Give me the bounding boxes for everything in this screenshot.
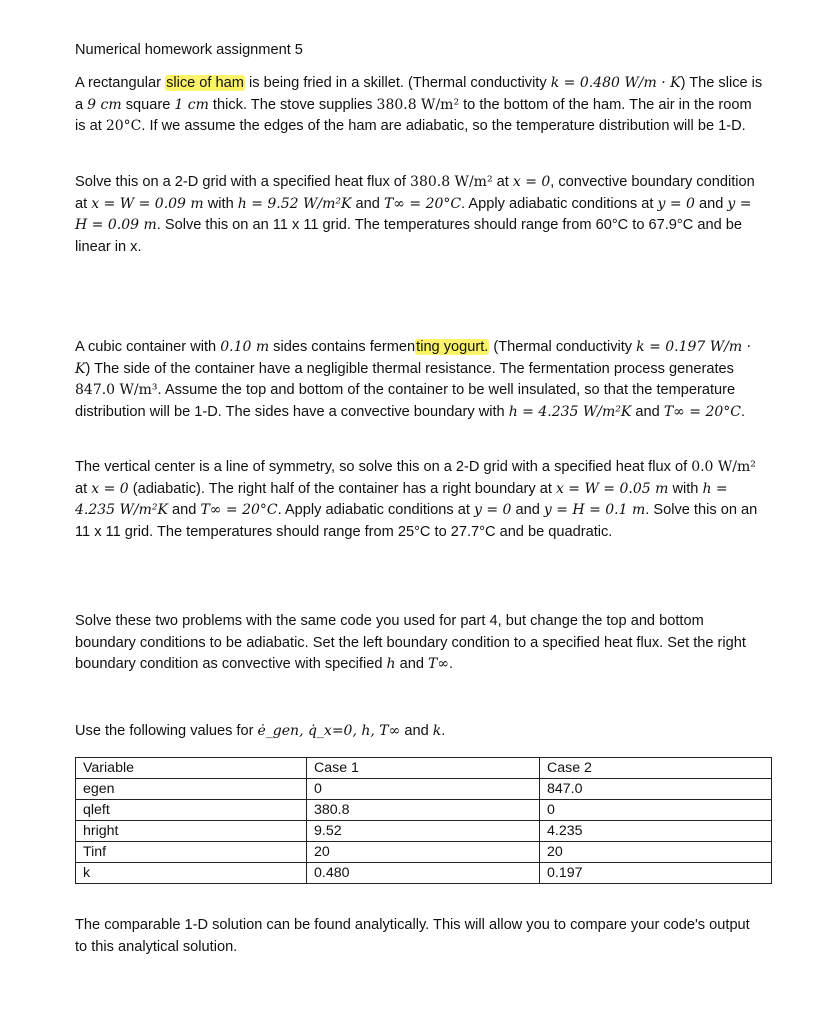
table-row xyxy=(76,842,772,863)
table-cell: 0.197 xyxy=(540,863,772,884)
table-cell: qleft xyxy=(76,800,307,821)
table-cell: 9.52 xyxy=(307,821,540,842)
table-cell: 380.8 xyxy=(307,800,540,821)
table-cell: egen xyxy=(76,779,307,800)
assignment-title: Numerical homework assignment 5 xyxy=(75,42,303,58)
closing-paragraph: The comparable 1-D solution can be found analytically. This will allow you to compare your code's output to this analytical solution. xyxy=(75,917,750,955)
instructions-paragraph: Solve these two problems with the same code you used for part 4, but change the top and bottom boundary conditions to be adiabatic. Set the left boundary condition to a specified heat flux. Set the right boundary condition as convective with specified h and T∞. xyxy=(75,613,746,672)
table-cell: 20 xyxy=(540,842,772,863)
table-header-row xyxy=(76,758,772,779)
table-cell: 20 xyxy=(307,842,540,863)
table-header-cell: Case 2 xyxy=(540,758,772,779)
table-cell: hright xyxy=(76,821,307,842)
table-header-cell: Variable xyxy=(76,758,307,779)
ham-grid-paragraph: Solve this on a 2-D grid with a specified heat flux of 380.8 W/m² at x = 0, convective boundary condition at x = W = 0.09 m with h = 9.52 W/m²K and T∞ = 20°C. Apply adiabatic conditions at y = 0 and y = H = 0.09 m. Solve this on an 11 x 11 grid. The temperatures should range from 60°C to 67.9°C and be linear in x. xyxy=(75,174,755,255)
yogurt-problem-paragraph: A cubic container with 0.10 m sides contains fermenting yogurt. (Thermal conductivity k = 0.197 W/m · K) The side of the container have a negligible thermal resistance. The fermentation process generates 847.0 W/m³. Assume the top and bottom of the container to be well insulated, so that the temperature distribution will be 1-D. The sides have a convective boundary with h = 4.235 W/m²K and T∞ = 20°C. xyxy=(75,339,752,420)
table-cell: 4.235 xyxy=(540,821,772,842)
table-row xyxy=(76,800,772,821)
table-cell: 0.480 xyxy=(307,863,540,884)
values-intro: Use the following values for ė_gen, q̇_x=0, h, T∞ and k. xyxy=(75,723,446,739)
table-row xyxy=(76,863,772,884)
table-cell: k xyxy=(76,863,307,884)
values-table xyxy=(75,757,772,884)
highlight-yogurt: ting yogurt. xyxy=(416,339,489,355)
highlight-slice-of-ham: slice of ham xyxy=(166,75,244,91)
table-row xyxy=(76,779,772,800)
yogurt-grid-paragraph: The vertical center is a line of symmetry, so solve this on a 2-D grid with a specified heat flux of 0.0 W/m² at x = 0 (adiabatic). The right half of the container has a right boundary at x = W = 0.05 m with h = 4.235 W/m²K and T∞ = 20°C. Apply adiabatic conditions at y = 0 and y = H = 0.1 m. Solve this on an 11 x 11 grid. The temperatures should range from 25°C to 27.7°C and be quadratic. xyxy=(75,459,758,540)
ham-problem-paragraph: A rectangular slice of ham is being fried in a skillet. (Thermal conductivity k = 0.480 W/m · K) The slice is a 9 cm square 1 cm thick. The stove supplies 380.8 W/m² to the bottom of the ham. The air in the room is at 20°C. If we assume the edges of the ham are adiabatic, so the temperature distribution will be 1-D. xyxy=(75,75,763,134)
table-cell: Tinf xyxy=(76,842,307,863)
table-cell: 0 xyxy=(307,779,540,800)
table-header-cell: Case 1 xyxy=(307,758,540,779)
table-cell: 847.0 xyxy=(540,779,772,800)
table-row xyxy=(76,821,772,842)
table-cell: 0 xyxy=(540,800,772,821)
